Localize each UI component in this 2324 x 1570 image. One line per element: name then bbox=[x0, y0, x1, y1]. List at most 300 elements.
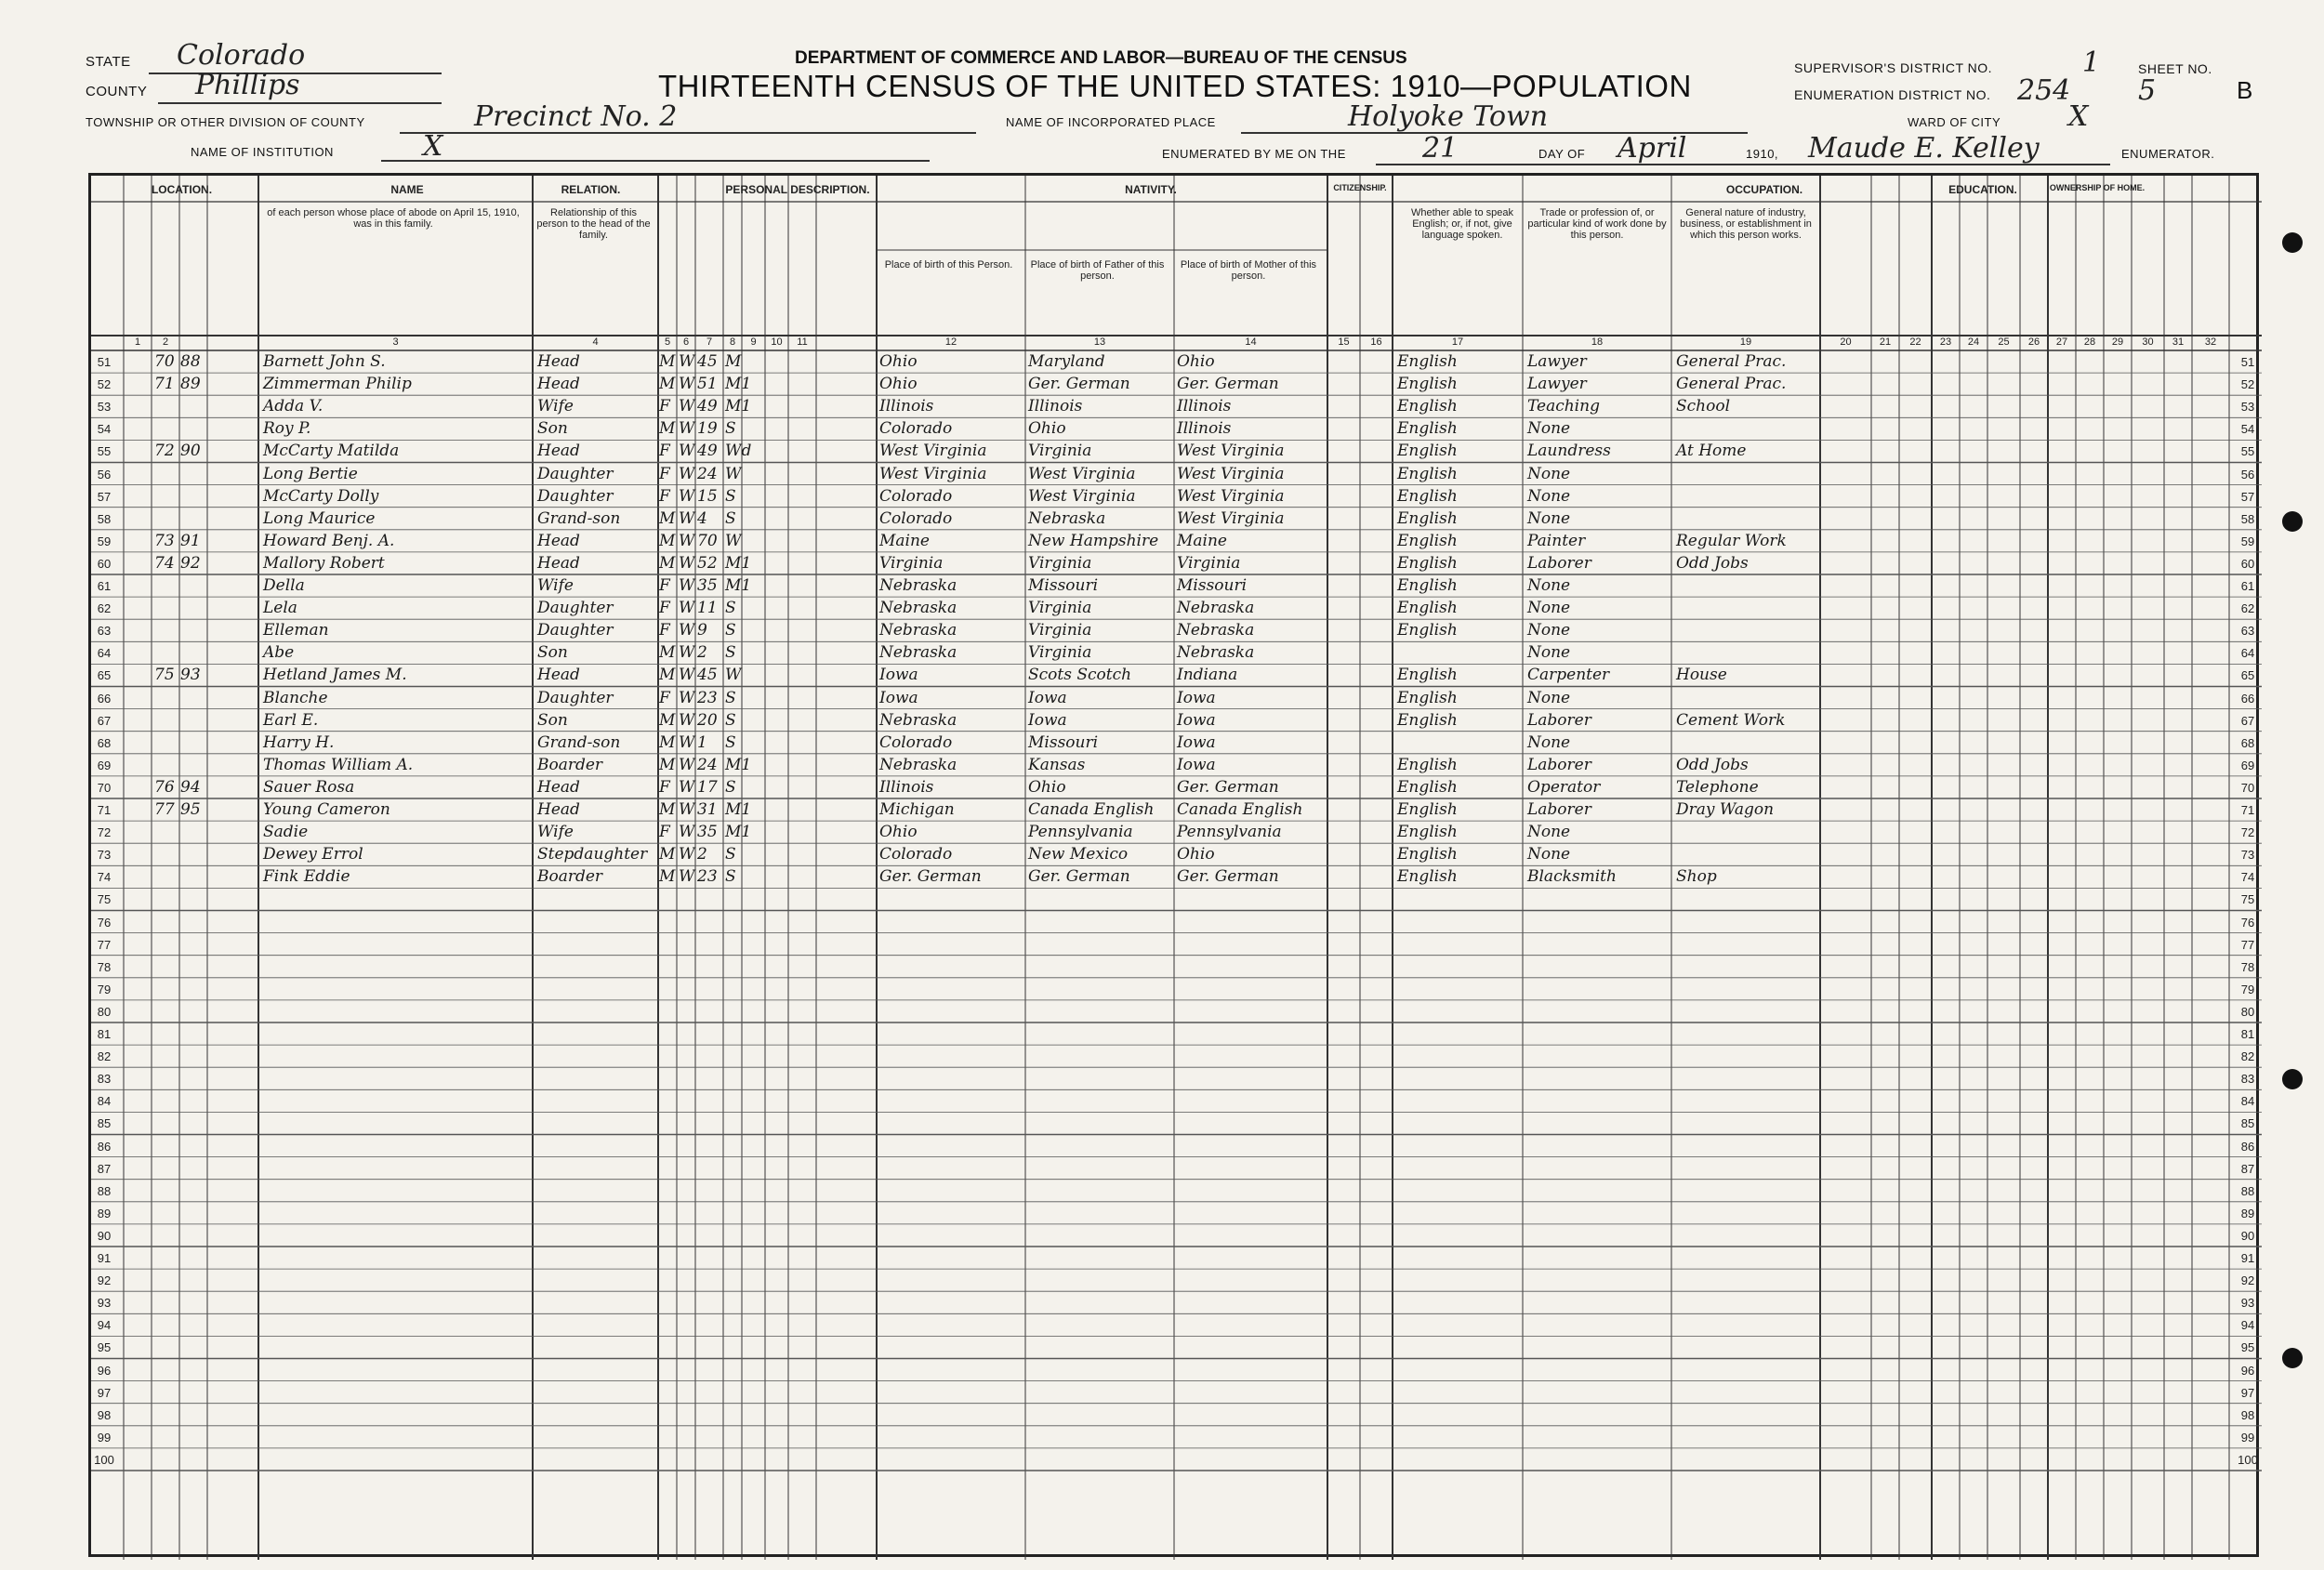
row-number: 55 bbox=[2240, 444, 2255, 459]
birthplace: Iowa bbox=[879, 666, 918, 685]
row-number: 61 bbox=[97, 579, 112, 593]
age: 45 bbox=[697, 352, 718, 371]
industry: Telephone bbox=[1676, 777, 1759, 797]
language: English bbox=[1397, 486, 1458, 506]
birthplace: Colorado bbox=[879, 419, 953, 439]
mother-birthplace: Indiana bbox=[1177, 666, 1238, 685]
marital-status: S bbox=[725, 643, 736, 663]
sex: M bbox=[659, 755, 676, 774]
sex: M bbox=[659, 643, 676, 663]
group-citizenship: CITIZENSHIP. bbox=[1333, 183, 1387, 192]
industry: School bbox=[1676, 397, 1731, 416]
row-number: 91 bbox=[97, 1251, 112, 1265]
row-number: 97 bbox=[97, 1385, 112, 1400]
row-number: 94 bbox=[97, 1318, 112, 1333]
age: 4 bbox=[697, 508, 707, 528]
enumerator-label: ENUMERATOR. bbox=[2121, 147, 2215, 161]
day-of-label: DAY OF bbox=[1538, 147, 1586, 161]
column-number: 29 bbox=[2111, 336, 2124, 348]
row-number: 59 bbox=[2240, 534, 2255, 548]
race: W bbox=[679, 553, 695, 573]
trade: None bbox=[1527, 845, 1571, 864]
state-label: STATE bbox=[86, 54, 131, 70]
row-number: 77 bbox=[2240, 937, 2255, 952]
trade: None bbox=[1527, 486, 1571, 506]
marital-status: Wd bbox=[725, 442, 752, 461]
trade: None bbox=[1527, 508, 1571, 528]
mother-birthplace: Nebraska bbox=[1177, 621, 1255, 640]
father-birthplace: Missouri bbox=[1028, 732, 1099, 752]
mother-birthplace: West Virginia bbox=[1177, 486, 1285, 506]
margin-dot bbox=[2282, 511, 2303, 532]
group-occupation: OCCUPATION. bbox=[1725, 183, 1803, 196]
industry: At Home bbox=[1676, 442, 1747, 461]
father-birthplace: West Virginia bbox=[1028, 464, 1136, 483]
person-name: Thomas William A. bbox=[263, 755, 414, 774]
person-name: Adda V. bbox=[263, 397, 324, 416]
group-relation: RELATION. bbox=[561, 183, 621, 196]
relation: Son bbox=[537, 643, 568, 663]
father-birthplace: West Virginia bbox=[1028, 486, 1136, 506]
marital-status: S bbox=[725, 688, 736, 707]
township-label: TOWNSHIP OR OTHER DIVISION OF COUNTY bbox=[86, 115, 365, 129]
sex: M bbox=[659, 375, 676, 394]
header-mother-birth: Place of birth of Mother of this person. bbox=[1180, 259, 1317, 282]
birthplace: Colorado bbox=[879, 732, 953, 752]
language: English bbox=[1397, 621, 1458, 640]
relation: Grand-son bbox=[537, 508, 621, 528]
incorporated-value: Holyoke Town bbox=[1348, 100, 1549, 133]
mother-birthplace: Ohio bbox=[1177, 352, 1215, 371]
mother-birthplace: Iowa bbox=[1177, 755, 1216, 774]
industry: Odd Jobs bbox=[1676, 553, 1749, 573]
row-number: 76 bbox=[97, 915, 112, 930]
row-number: 95 bbox=[2240, 1340, 2255, 1355]
institution-value: X bbox=[423, 130, 443, 163]
trade: None bbox=[1527, 419, 1571, 439]
row-number: 86 bbox=[2240, 1139, 2255, 1154]
trade: Carpenter bbox=[1527, 666, 1610, 685]
industry: Dray Wagon bbox=[1676, 800, 1775, 819]
race: W bbox=[679, 845, 695, 864]
enumerator-name: Maude E. Kelley bbox=[1808, 132, 2040, 165]
age: 23 bbox=[697, 867, 718, 887]
group-location: LOCATION. bbox=[151, 183, 213, 196]
mother-birthplace: Illinois bbox=[1177, 419, 1232, 439]
age: 20 bbox=[697, 710, 718, 730]
row-number: 60 bbox=[2240, 556, 2255, 571]
family-number: 89 bbox=[180, 375, 201, 394]
row-number: 56 bbox=[2240, 467, 2255, 482]
row-number: 52 bbox=[97, 377, 112, 392]
sex: F bbox=[659, 777, 670, 797]
birthplace: Iowa bbox=[879, 688, 918, 707]
sex: F bbox=[659, 397, 670, 416]
father-birthplace: Ger. German bbox=[1028, 375, 1130, 394]
row-number: 87 bbox=[2240, 1161, 2255, 1176]
row-number: 80 bbox=[2240, 1004, 2255, 1019]
trade: Laborer bbox=[1527, 553, 1591, 573]
row-number: 69 bbox=[97, 758, 112, 772]
race: W bbox=[679, 800, 695, 819]
age: 35 bbox=[697, 576, 718, 595]
birthplace: Ohio bbox=[879, 823, 918, 842]
race: W bbox=[679, 688, 695, 707]
row-number: 79 bbox=[2240, 982, 2255, 996]
row-number: 91 bbox=[2240, 1251, 2255, 1265]
row-number: 73 bbox=[97, 848, 112, 863]
relation: Head bbox=[537, 531, 580, 550]
trade: None bbox=[1527, 732, 1571, 752]
age: 49 bbox=[697, 397, 718, 416]
race: W bbox=[679, 643, 695, 663]
row-number: 65 bbox=[2240, 668, 2255, 683]
language: English bbox=[1397, 397, 1458, 416]
birthplace: Nebraska bbox=[879, 643, 957, 663]
row-number: 77 bbox=[97, 937, 112, 952]
marital-status: M1 bbox=[725, 397, 752, 416]
sex: M bbox=[659, 800, 676, 819]
row-number: 69 bbox=[2240, 758, 2255, 772]
relation: Wife bbox=[537, 576, 574, 595]
group-name: NAME bbox=[390, 183, 424, 196]
dwelling-number: 71 bbox=[154, 375, 175, 394]
row-number: 57 bbox=[2240, 489, 2255, 504]
language: English bbox=[1397, 710, 1458, 730]
institution-label: NAME OF INSTITUTION bbox=[191, 145, 334, 159]
marital-status: S bbox=[725, 777, 736, 797]
language: English bbox=[1397, 867, 1458, 887]
row-number: 52 bbox=[2240, 377, 2255, 392]
relation: Grand-son bbox=[537, 732, 621, 752]
margin-dot bbox=[2282, 1069, 2303, 1089]
person-name: Della bbox=[263, 576, 305, 595]
sex: F bbox=[659, 621, 670, 640]
row-number: 72 bbox=[2240, 825, 2255, 840]
enumerated-underline bbox=[1376, 164, 2110, 165]
column-number: 8 bbox=[729, 336, 736, 348]
sex: F bbox=[659, 442, 670, 461]
family-number: 90 bbox=[180, 442, 201, 461]
enumerated-month: April bbox=[1618, 132, 1687, 165]
language: English bbox=[1397, 755, 1458, 774]
trade: Laborer bbox=[1527, 755, 1591, 774]
industry: House bbox=[1676, 666, 1727, 685]
row-number: 84 bbox=[2240, 1094, 2255, 1109]
birthplace: Nebraska bbox=[879, 599, 957, 618]
sex: M bbox=[659, 531, 676, 550]
row-number: 87 bbox=[97, 1161, 112, 1176]
row-number: 99 bbox=[97, 1430, 112, 1445]
relation: Head bbox=[537, 375, 580, 394]
enumeration-label: ENUMERATION DISTRICT NO. bbox=[1794, 87, 1991, 102]
dwelling-number: 73 bbox=[154, 531, 175, 550]
mother-birthplace: Ger. German bbox=[1177, 375, 1279, 394]
row-number: 58 bbox=[97, 511, 112, 526]
margin-dot bbox=[2282, 232, 2303, 253]
person-name: Roy P. bbox=[263, 419, 311, 439]
ward-value: X bbox=[2068, 100, 2089, 133]
supervisor-value: 1 bbox=[2082, 46, 2101, 79]
row-number: 59 bbox=[97, 534, 112, 548]
row-number: 61 bbox=[2240, 579, 2255, 593]
supervisor-label: SUPERVISOR'S DISTRICT NO. bbox=[1794, 60, 1993, 75]
race: W bbox=[679, 442, 695, 461]
dwelling-number: 75 bbox=[154, 666, 175, 685]
sheet-side: B bbox=[2237, 76, 2253, 104]
trade: None bbox=[1527, 464, 1571, 483]
enumerated-day: 21 bbox=[1422, 132, 1459, 165]
birthplace: Michigan bbox=[879, 800, 955, 819]
marital-status: W bbox=[725, 666, 742, 685]
language: English bbox=[1397, 442, 1458, 461]
mother-birthplace: Virginia bbox=[1177, 553, 1241, 573]
ward-label: WARD OF CITY bbox=[1908, 115, 2001, 129]
age: 23 bbox=[697, 688, 718, 707]
county-value: Phillips bbox=[195, 69, 300, 101]
row-number: 83 bbox=[97, 1072, 112, 1087]
language: English bbox=[1397, 553, 1458, 573]
person-name: Blanche bbox=[263, 688, 328, 707]
column-number: 13 bbox=[1093, 336, 1106, 348]
father-birthplace: Canada English bbox=[1028, 800, 1155, 819]
row-number: 88 bbox=[2240, 1183, 2255, 1198]
column-number: 22 bbox=[1909, 336, 1921, 348]
column-number: 32 bbox=[2204, 336, 2217, 348]
language: English bbox=[1397, 800, 1458, 819]
industry: Regular Work bbox=[1676, 531, 1787, 550]
incorporated-label: NAME OF INCORPORATED PLACE bbox=[1006, 115, 1216, 129]
row-number: 53 bbox=[2240, 400, 2255, 415]
row-number: 79 bbox=[97, 982, 112, 996]
birthplace: Colorado bbox=[879, 508, 953, 528]
industry: Shop bbox=[1676, 867, 1717, 887]
row-number: 95 bbox=[97, 1340, 112, 1355]
sex: F bbox=[659, 823, 670, 842]
column-number: 27 bbox=[2055, 336, 2068, 348]
age: 1 bbox=[697, 732, 707, 752]
enumeration-value: 254 bbox=[2017, 74, 2071, 107]
industry: General Prac. bbox=[1676, 375, 1787, 394]
row-number: 96 bbox=[2240, 1363, 2255, 1378]
marital-status: S bbox=[725, 621, 736, 640]
row-number: 89 bbox=[2240, 1206, 2255, 1220]
row-number: 64 bbox=[2240, 646, 2255, 661]
row-number: 66 bbox=[2240, 691, 2255, 706]
column-number: 14 bbox=[1245, 336, 1257, 348]
family-number: 88 bbox=[180, 352, 201, 371]
row-number: 85 bbox=[2240, 1116, 2255, 1131]
relation: Son bbox=[537, 710, 568, 730]
sex: F bbox=[659, 688, 670, 707]
father-birthplace: Iowa bbox=[1028, 710, 1067, 730]
mother-birthplace: Ger. German bbox=[1177, 867, 1279, 887]
census-form bbox=[88, 173, 2259, 1557]
sex: F bbox=[659, 599, 670, 618]
age: 49 bbox=[697, 442, 718, 461]
trade: None bbox=[1527, 823, 1571, 842]
language: English bbox=[1397, 419, 1458, 439]
relation: Head bbox=[537, 666, 580, 685]
relation: Daughter bbox=[537, 621, 614, 640]
person-name: Abe bbox=[263, 643, 295, 663]
row-number: 55 bbox=[97, 444, 112, 459]
row-number: 99 bbox=[2240, 1430, 2255, 1445]
age: 45 bbox=[697, 666, 718, 685]
race: W bbox=[679, 666, 695, 685]
relation: Boarder bbox=[537, 755, 603, 774]
father-birthplace: Virginia bbox=[1028, 599, 1092, 618]
birthplace: Ohio bbox=[879, 352, 918, 371]
trade: Lawyer bbox=[1527, 375, 1587, 394]
column-number: 24 bbox=[1967, 336, 1980, 348]
marital-status: S bbox=[725, 599, 736, 618]
row-number: 62 bbox=[2240, 601, 2255, 616]
birthplace: Illinois bbox=[879, 777, 934, 797]
row-number: 76 bbox=[2240, 915, 2255, 930]
birthplace: Maine bbox=[879, 531, 930, 550]
row-number: 75 bbox=[2240, 892, 2255, 907]
row-number: 51 bbox=[97, 355, 112, 369]
marital-status: M1 bbox=[725, 823, 752, 842]
father-birthplace: Missouri bbox=[1028, 576, 1099, 595]
birthplace: Illinois bbox=[879, 397, 934, 416]
row-number: 80 bbox=[97, 1004, 112, 1019]
age: 24 bbox=[697, 464, 718, 483]
race: W bbox=[679, 375, 695, 394]
father-birthplace: Virginia bbox=[1028, 621, 1092, 640]
father-birthplace: Pennsylvania bbox=[1028, 823, 1133, 842]
group-personal: PERSONAL DESCRIPTION. bbox=[725, 183, 870, 196]
relation: Son bbox=[537, 419, 568, 439]
column-number: 20 bbox=[1840, 336, 1852, 348]
race: W bbox=[679, 755, 695, 774]
row-number: 94 bbox=[2240, 1318, 2255, 1333]
trade: None bbox=[1527, 576, 1571, 595]
row-number: 82 bbox=[97, 1049, 112, 1064]
sex: M bbox=[659, 845, 676, 864]
column-number: 26 bbox=[2027, 336, 2040, 348]
row-number: 67 bbox=[2240, 713, 2255, 728]
race: W bbox=[679, 531, 695, 550]
language: English bbox=[1397, 688, 1458, 707]
dwelling-number: 70 bbox=[154, 352, 175, 371]
birthplace: Nebraska bbox=[879, 621, 957, 640]
row-number: 90 bbox=[97, 1228, 112, 1243]
age: 17 bbox=[697, 777, 718, 797]
mother-birthplace: West Virginia bbox=[1177, 464, 1285, 483]
birthplace: West Virginia bbox=[879, 464, 987, 483]
person-name: Earl E. bbox=[263, 710, 319, 730]
race: W bbox=[679, 486, 695, 506]
row-number: 82 bbox=[2240, 1049, 2255, 1064]
header-trade: Trade or profession of, or particular kind of work done by this person. bbox=[1527, 207, 1667, 241]
sheet-label: SHEET NO. bbox=[2138, 61, 2212, 76]
sex: F bbox=[659, 464, 670, 483]
race: W bbox=[679, 823, 695, 842]
row-number: 90 bbox=[2240, 1228, 2255, 1243]
father-birthplace: New Mexico bbox=[1028, 845, 1129, 864]
father-birthplace: Maryland bbox=[1028, 352, 1105, 371]
race: W bbox=[679, 621, 695, 640]
row-number: 100 bbox=[94, 1452, 114, 1467]
sex: M bbox=[659, 419, 676, 439]
header-father-birth: Place of birth of Father of this person. bbox=[1030, 259, 1165, 282]
header-birthplace: Place of birth of this Person. bbox=[884, 259, 1013, 270]
race: W bbox=[679, 419, 695, 439]
father-birthplace: New Hampshire bbox=[1028, 531, 1159, 550]
industry: General Prac. bbox=[1676, 352, 1787, 371]
father-birthplace: Virginia bbox=[1028, 442, 1092, 461]
relation: Head bbox=[537, 777, 580, 797]
relation: Head bbox=[537, 352, 580, 371]
row-number: 64 bbox=[97, 646, 112, 661]
family-number: 93 bbox=[180, 666, 201, 685]
age: 51 bbox=[697, 375, 718, 394]
mother-birthplace: Iowa bbox=[1177, 732, 1216, 752]
column-number: 21 bbox=[1879, 336, 1892, 348]
row-number: 75 bbox=[97, 892, 112, 907]
row-number: 98 bbox=[97, 1407, 112, 1422]
column-number: 18 bbox=[1591, 336, 1604, 348]
column-number: 2 bbox=[162, 336, 169, 348]
row-number: 81 bbox=[97, 1027, 112, 1041]
column-number: 16 bbox=[1370, 336, 1382, 348]
enumerated-label: ENUMERATED BY ME ON THE bbox=[1162, 147, 1346, 161]
mother-birthplace: Illinois bbox=[1177, 397, 1232, 416]
group-education: EDUCATION. bbox=[1948, 183, 2017, 196]
column-number: 9 bbox=[750, 336, 757, 348]
father-birthplace: Ohio bbox=[1028, 419, 1066, 439]
sex: M bbox=[659, 508, 676, 528]
relation: Head bbox=[537, 442, 580, 461]
row-number: 84 bbox=[97, 1094, 112, 1109]
sex: M bbox=[659, 553, 676, 573]
group-nativity: NATIVITY. bbox=[1125, 183, 1177, 196]
relation: Boarder bbox=[537, 867, 603, 887]
relation: Head bbox=[537, 553, 580, 573]
birthplace: Ger. German bbox=[879, 867, 982, 887]
father-birthplace: Virginia bbox=[1028, 553, 1092, 573]
header-relation: Relationship of this person to the head of the family. bbox=[536, 207, 651, 241]
person-name: McCarty Dolly bbox=[263, 486, 379, 506]
row-number: 71 bbox=[97, 803, 112, 817]
row-number: 86 bbox=[97, 1139, 112, 1154]
row-number: 57 bbox=[97, 489, 112, 504]
race: W bbox=[679, 464, 695, 483]
language: English bbox=[1397, 352, 1458, 371]
dwelling-number: 77 bbox=[154, 800, 175, 819]
row-number: 85 bbox=[97, 1116, 112, 1131]
sheet-value: 5 bbox=[2138, 74, 2157, 107]
family-number: 94 bbox=[180, 777, 201, 797]
row-number: 63 bbox=[2240, 624, 2255, 639]
birthplace: Nebraska bbox=[879, 576, 957, 595]
marital-status: S bbox=[725, 710, 736, 730]
relation: Stepdaughter bbox=[537, 845, 648, 864]
family-number: 92 bbox=[180, 553, 201, 573]
marital-status: S bbox=[725, 845, 736, 864]
trade: Blacksmith bbox=[1527, 867, 1617, 887]
sex: M bbox=[659, 710, 676, 730]
township-underline bbox=[400, 132, 976, 134]
marital-status: M1 bbox=[725, 755, 752, 774]
birthplace: West Virginia bbox=[879, 442, 987, 461]
column-number: 17 bbox=[1451, 336, 1464, 348]
person-name: Dewey Errol bbox=[263, 845, 363, 864]
sex: M bbox=[659, 867, 676, 887]
mother-birthplace: West Virginia bbox=[1177, 508, 1285, 528]
